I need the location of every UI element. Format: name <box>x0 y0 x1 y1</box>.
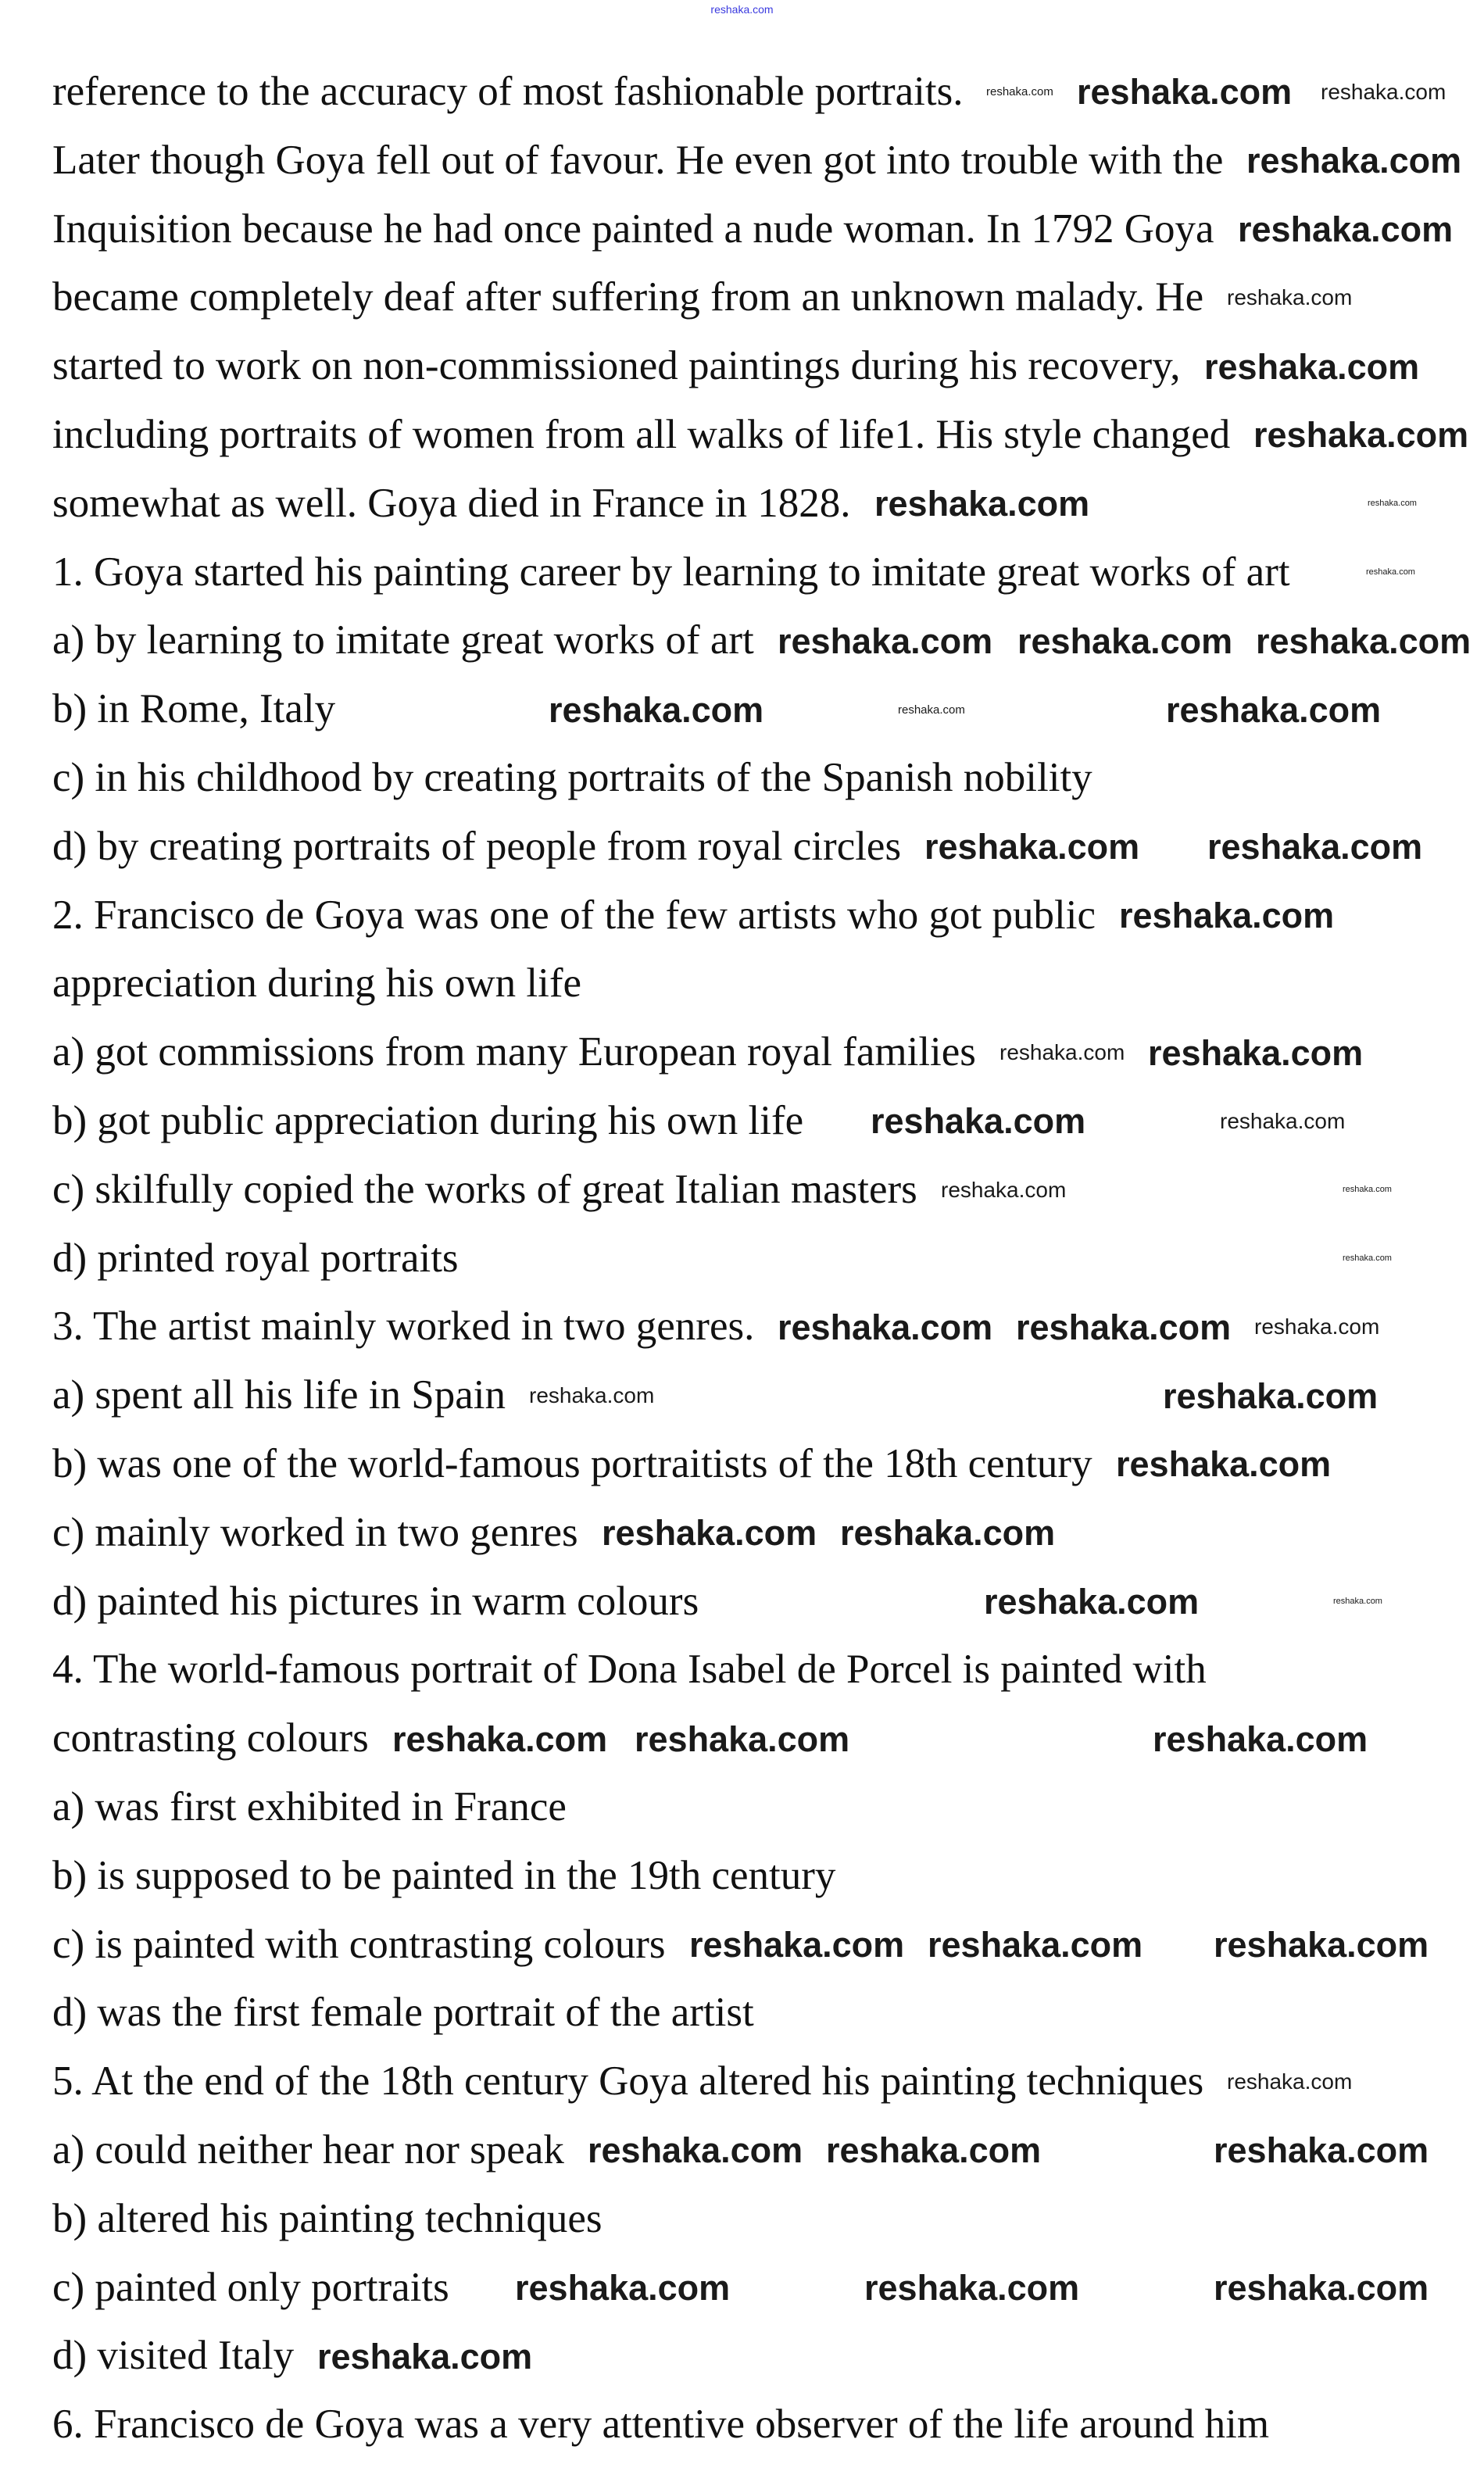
text-line: including portraits of women from all walks of life1. His style changed <box>52 411 1231 457</box>
watermark: reshaka.com <box>778 1307 993 1347</box>
text-line: 6. Francisco de Goya was a very attentive observer of the life around him <box>52 2402 1270 2448</box>
watermark: reshaka.com <box>529 1383 655 1408</box>
watermark: reshaka.com <box>549 689 764 730</box>
text-line: 4. The world-famous portrait of Dona Isabel de Porcel is painted with <box>52 1647 1207 1693</box>
watermark: reshaka.com <box>392 1718 608 1759</box>
watermark: reshaka.com <box>1148 1032 1364 1073</box>
text-line: contrasting colours <box>52 1715 369 1761</box>
text-line: d) by creating portraits of people from royal circles <box>52 823 902 869</box>
text-line: appreciation during his own life <box>52 960 582 1007</box>
watermark: reshaka.com <box>871 1101 1086 1142</box>
watermark: reshaka.com <box>1214 2130 1429 2171</box>
document-body <box>52 58 1462 2459</box>
text-line: b) altered his painting techniques <box>52 2195 603 2241</box>
watermark: reshaka.com <box>1119 896 1335 935</box>
watermark: reshaka.com <box>588 2130 803 2171</box>
watermark: reshaka.com <box>1077 72 1293 113</box>
watermark: reshaka.com <box>1227 285 1353 310</box>
watermark: reshaka.com <box>1333 1597 1382 1606</box>
text-line: a) spent all his life in Spain <box>52 1372 506 1418</box>
watermark: reshaka.com <box>778 620 993 661</box>
watermark: reshaka.com <box>1207 827 1423 867</box>
text-line: became completely deaf after suffering from an unknown malady. He <box>52 274 1204 320</box>
watermark: reshaka.com <box>515 2268 731 2308</box>
watermark: reshaka.com <box>1256 620 1471 661</box>
watermark: reshaka.com <box>1214 1925 1429 1965</box>
watermark: reshaka.com <box>1016 1307 1232 1347</box>
text-line: d) painted his pictures in warm colours <box>52 1578 699 1624</box>
text-line: Later though Goya fell out of favour. He even got into trouble with the <box>52 137 1224 183</box>
text-line: reference to the accuracy of most fashionable portraits. <box>52 69 964 114</box>
text-line: 5. At the end of the 18th century Goya altered his painting techniques <box>52 2058 1204 2105</box>
watermark: reshaka.com <box>1163 1375 1379 1416</box>
watermark: reshaka.com <box>602 1513 817 1554</box>
watermark: reshaka.com <box>1220 1108 1346 1133</box>
watermark: reshaka.com <box>826 2130 1042 2171</box>
text-line: c) mainly worked in two genres <box>52 1509 578 1555</box>
text-line: 2. Francisco de Goya was one of the few artists who got public <box>52 892 1096 938</box>
watermark: reshaka.com <box>984 1582 1200 1622</box>
text-line: b) is supposed to be painted in the 19th century <box>52 1852 836 1898</box>
text-line: a) could neither hear nor speak <box>52 2126 564 2173</box>
watermark: reshaka.com <box>1017 620 1233 661</box>
text-line: b) in Rome, Italy <box>52 686 336 732</box>
watermark: reshaka.com <box>1153 1718 1368 1759</box>
watermark: reshaka.com <box>1366 567 1415 577</box>
text-line: somewhat as well. Goya died in France in 1828. <box>52 480 851 526</box>
text-line: b) was one of the world-famous portraitists of the 18th century <box>52 1440 1092 1486</box>
watermark: reshaka.com <box>1368 499 1417 509</box>
watermark: reshaka.com <box>1166 689 1382 730</box>
text-line: Inquisition because he had once painted a nude woman. In 1792 Goya <box>52 206 1214 252</box>
text-line: c) painted only portraits <box>52 2264 449 2310</box>
text-line: c) is painted with contrasting colours <box>52 1921 666 1967</box>
text-line: d) was the first female portrait of the artist <box>52 1990 754 2036</box>
text-line: c) skilfully copied the works of great Italian masters <box>52 1166 917 1212</box>
watermark: reshaka.com <box>1254 1314 1380 1339</box>
watermark: reshaka.com <box>999 1040 1125 1065</box>
text-line: 1. Goya started his painting career by learning to imitate great works of art <box>52 549 1290 595</box>
watermark: reshaka.com <box>840 1513 1056 1554</box>
watermark: reshaka.com <box>1246 141 1462 181</box>
text-line: a) got commissions from many European royal families <box>52 1029 976 1075</box>
watermark: reshaka.com <box>1343 1254 1392 1263</box>
text-line: c) in his childhood by creating portraits of the Spanish nobility <box>52 754 1092 800</box>
watermark: reshaka.com <box>1214 2268 1429 2308</box>
header-watermark: reshaka.com <box>710 3 774 16</box>
watermark: reshaka.com <box>689 1925 905 1965</box>
watermark: reshaka.com <box>928 1925 1143 1965</box>
watermark: reshaka.com <box>1116 1444 1332 1485</box>
watermark: reshaka.com <box>898 703 965 717</box>
watermark: reshaka.com <box>924 827 1140 867</box>
watermark: reshaka.com <box>941 1177 1067 1202</box>
watermark: reshaka.com <box>1227 2069 1353 2094</box>
text-line: d) printed royal portraits <box>52 1235 459 1281</box>
text-line: 3. The artist mainly worked in two genres. <box>52 1304 755 1350</box>
watermark: reshaka.com <box>874 484 1090 524</box>
watermark: reshaka.com <box>864 2268 1080 2308</box>
watermark: reshaka.com <box>1238 209 1454 249</box>
text-line: d) visited Italy <box>52 2333 295 2379</box>
watermark: reshaka.com <box>635 1718 850 1759</box>
text-line: started to work on non-commissioned paintings during his recovery, <box>52 343 1181 389</box>
text-line: a) was first exhibited in France <box>52 1783 567 1829</box>
watermark: reshaka.com <box>1343 1185 1392 1195</box>
watermark: reshaka.com <box>1253 415 1469 456</box>
watermark: reshaka.com <box>1204 346 1420 387</box>
watermark: reshaka.com <box>1321 79 1446 104</box>
text-line: b) got public appreciation during his own life <box>52 1097 804 1143</box>
watermark: reshaka.com <box>986 85 1053 99</box>
text-line: a) by learning to imitate great works of art <box>52 617 754 663</box>
watermark: reshaka.com <box>317 2336 533 2376</box>
